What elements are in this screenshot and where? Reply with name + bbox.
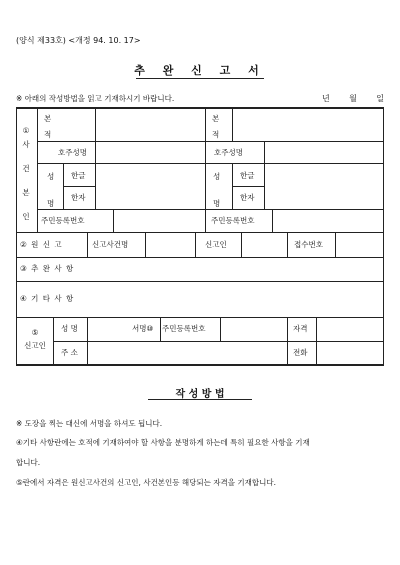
notice-text: ※ 아래의 작성방법을 읽고 기재하시기 바랍니다. <box>16 94 175 103</box>
rule <box>53 341 384 342</box>
rule <box>37 107 38 232</box>
rule <box>145 232 146 257</box>
other-matters-label: ④ 기 타 사 항 <box>20 294 75 303</box>
domicile-label-right <box>212 113 219 140</box>
resident-no-label-left: 주민등록번호 <box>41 216 85 225</box>
rule <box>195 232 196 257</box>
rule <box>241 232 242 257</box>
rule <box>16 317 384 318</box>
supplement-label: ③ 추 완 사 항 <box>20 264 75 273</box>
resident-no-label-right: 주민등록번호 <box>211 216 255 225</box>
domicile-char: 적 <box>44 130 52 139</box>
section1-num: ① <box>22 126 30 135</box>
table-border-left <box>16 107 17 366</box>
form-header: (양식 제33호) <개정 94. 10. 17> <box>16 36 141 45</box>
rule <box>232 163 233 209</box>
original-report-label: ② 원 신 고 <box>20 240 63 249</box>
hanja-label-right: 한자 <box>240 193 255 202</box>
name-char: 성 <box>213 172 221 181</box>
document-title: 추 완 신 고 서 <box>134 64 266 77</box>
receipt-no-label: 접수번호 <box>294 240 323 249</box>
day-label: 일 <box>376 94 384 103</box>
date-line <box>322 95 384 103</box>
rule <box>287 317 288 365</box>
rule <box>232 186 264 187</box>
rule <box>16 257 384 258</box>
head-of-family-label-right: 호주성명 <box>214 148 243 157</box>
rule <box>95 107 96 209</box>
rule <box>316 317 317 365</box>
rule <box>87 232 88 257</box>
hangul-label-left: 한글 <box>71 171 86 180</box>
rule <box>232 107 233 141</box>
rule <box>37 209 384 210</box>
name-char: 성 <box>47 172 55 181</box>
reporter-resident-no-label: 주민등록번호 <box>162 324 206 333</box>
rule <box>220 317 221 341</box>
rule <box>335 232 336 257</box>
rule <box>63 163 64 209</box>
rule <box>16 281 384 282</box>
case-name-label: 신고사건명 <box>92 240 129 249</box>
rule <box>37 141 384 142</box>
table-border-top <box>16 107 384 109</box>
qualification-label: 자격 <box>293 324 308 333</box>
reporter-label: 신고인 <box>205 240 227 249</box>
method-title: 작 성 방 법 <box>175 389 225 400</box>
year-label: 년 <box>322 94 330 103</box>
month-label: 월 <box>349 94 357 103</box>
instruction-line: ※ 도장을 찍는 대신에 서명을 하셔도 됩니다. <box>16 419 163 428</box>
section5-label: 신고인 <box>24 341 46 350</box>
domicile-char: 본 <box>212 114 220 123</box>
domicile-char: 적 <box>212 130 220 139</box>
title-underline <box>136 78 264 79</box>
rule <box>287 232 288 257</box>
name-char: 명 <box>213 199 221 208</box>
rule <box>113 209 114 232</box>
rule <box>53 317 54 365</box>
domicile-char: 본 <box>44 114 52 123</box>
rule <box>16 232 384 233</box>
rule <box>264 141 265 209</box>
reporter-name-label: 성 명 <box>61 324 78 333</box>
section1-label-char: 건 <box>22 164 30 173</box>
hangul-label-right: 한글 <box>240 171 255 180</box>
rule <box>87 317 88 365</box>
rule <box>63 186 95 187</box>
rule <box>160 317 161 341</box>
name-label-right <box>213 171 220 209</box>
method-title-underline <box>148 399 252 400</box>
rule <box>272 209 273 232</box>
section1-label-char: 인 <box>22 212 30 221</box>
table-border-bottom <box>16 364 384 366</box>
section1-label-char: 사 <box>22 140 30 149</box>
table-border-right <box>383 107 384 366</box>
address-label: 주 소 <box>61 348 78 357</box>
instruction-line: ④기타 사항란에는 호적에 기재하여야 할 사항을 분명하게 하는데 특히 필요한 사항을 기재 <box>16 438 310 447</box>
section5-num: ⑤ <box>31 328 39 337</box>
name-char: 명 <box>47 199 55 208</box>
head-of-family-label-left: 호주성명 <box>58 148 87 157</box>
name-label-left <box>47 171 54 209</box>
signature-label: 서명⑩ <box>132 324 154 333</box>
phone-label: 전화 <box>293 348 308 357</box>
section1-label <box>20 126 32 222</box>
rule <box>205 107 206 232</box>
rule <box>37 163 384 164</box>
section1-label-char: 본 <box>22 188 30 197</box>
instruction-line: ⑤란에서 자격은 원신고사건의 신고인, 사건본인등 해당되는 자격을 기재합니다. <box>16 478 277 487</box>
reporter-section-label <box>20 328 50 351</box>
domicile-label-left <box>44 113 51 140</box>
hanja-label-left: 한자 <box>71 193 86 202</box>
instruction-line: 합니다. <box>16 458 41 467</box>
